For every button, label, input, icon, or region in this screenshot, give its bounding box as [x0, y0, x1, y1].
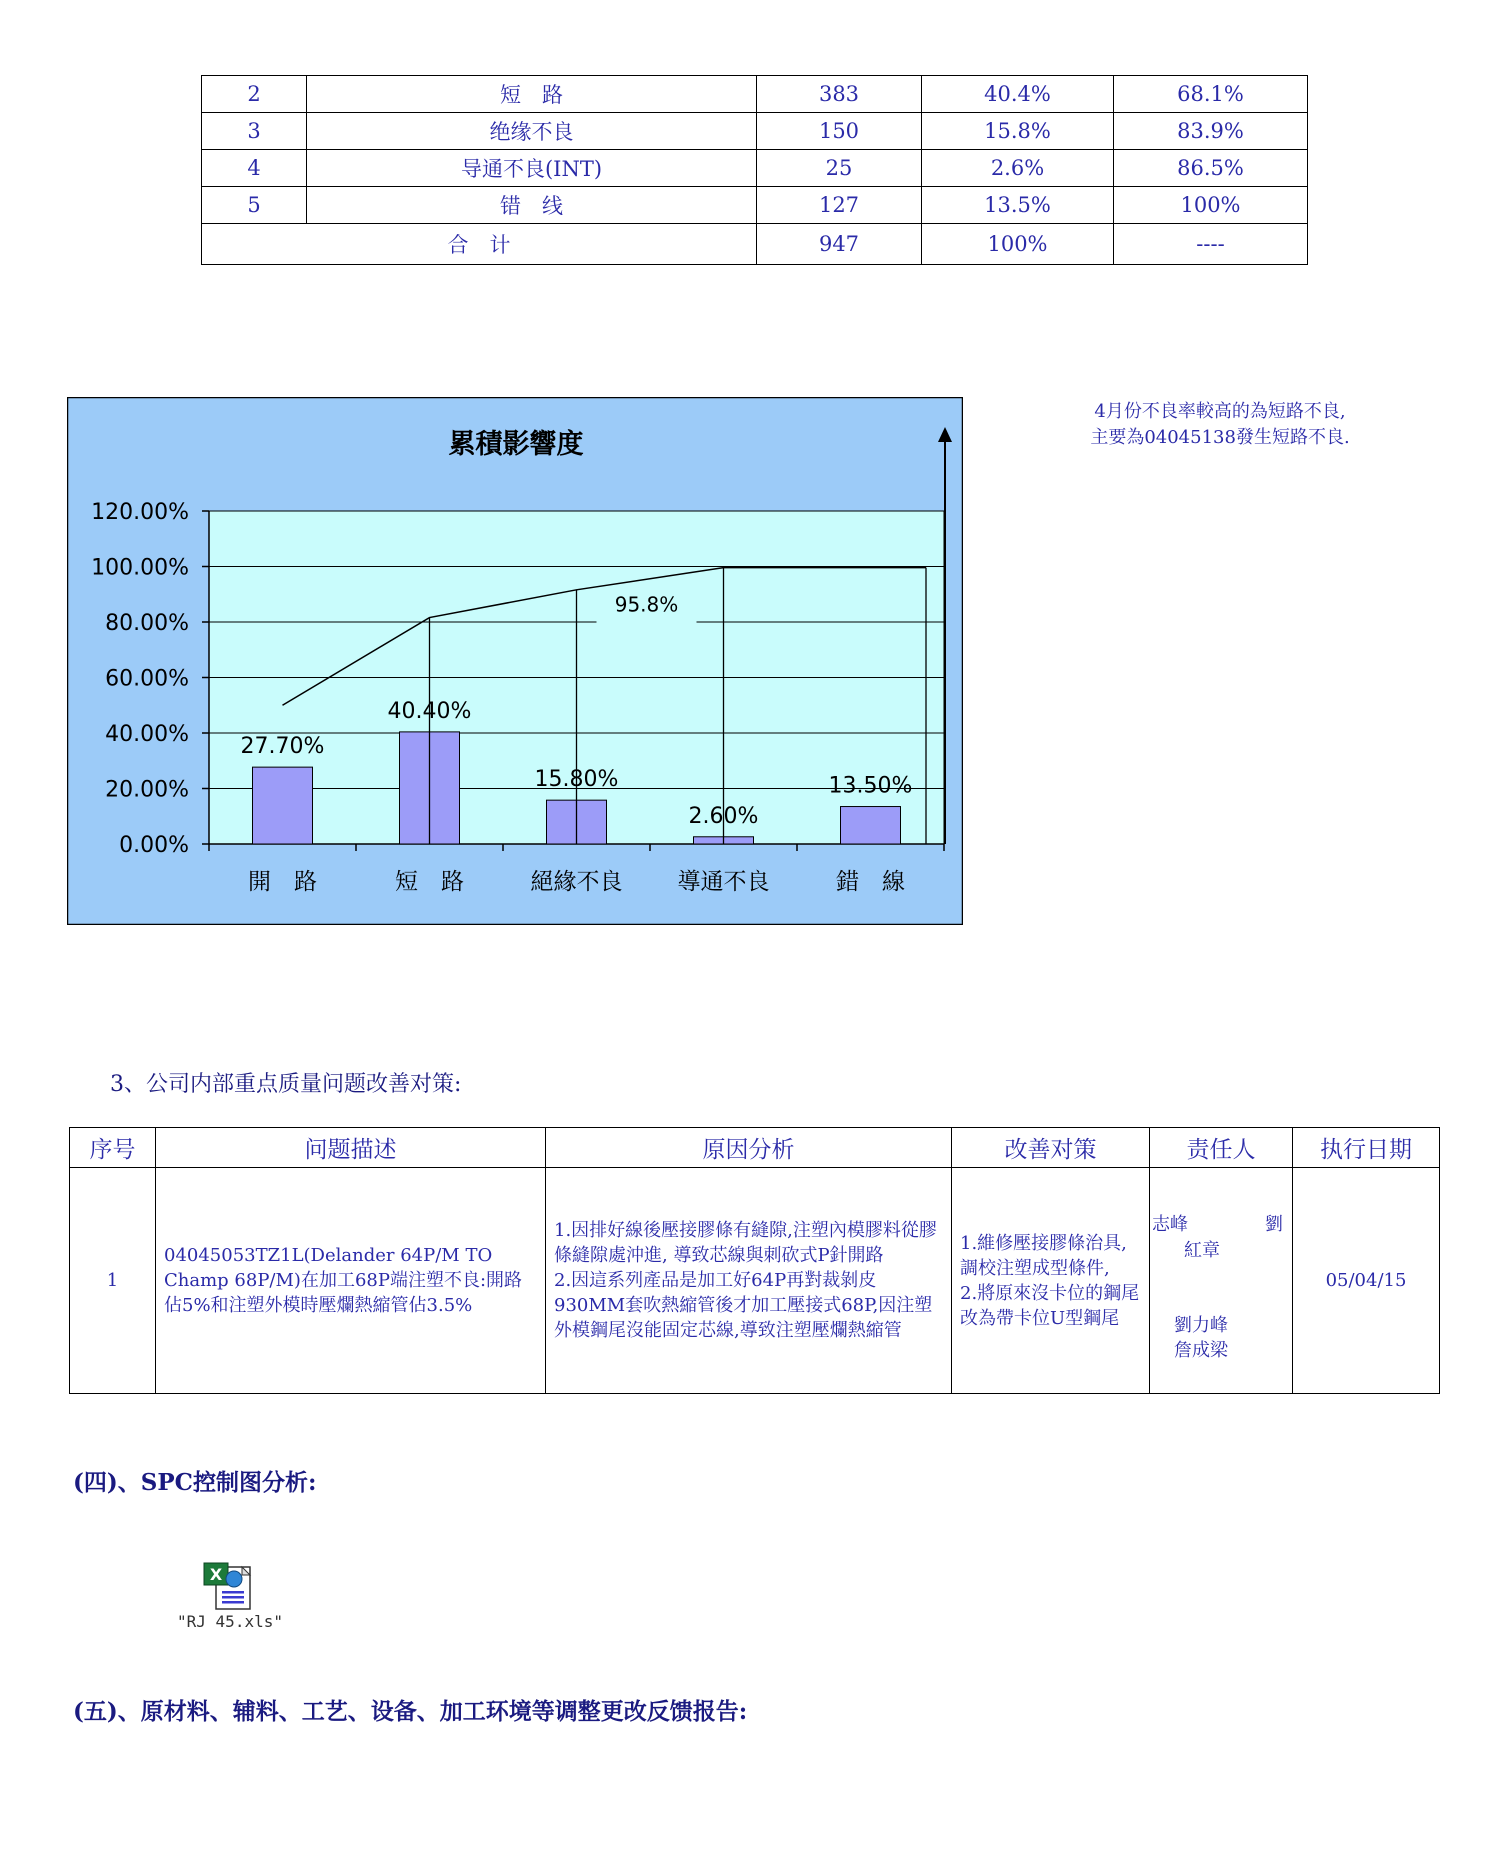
cell-item: 绝缘不良	[307, 113, 757, 150]
total-row	[202, 224, 1308, 265]
row-measure: 1.維修壓接膠條治具,調校注塑成型條件, 2.將原來沒卡位的鋼尾改為帶卡位U型鋼尾	[952, 1168, 1150, 1394]
cumulative-label: 95.8%	[614, 592, 679, 617]
bar	[841, 807, 901, 844]
cell-no: 5	[202, 187, 307, 224]
owner-1: 志峰	[1152, 1214, 1188, 1235]
owner-3: 紅章	[1184, 1240, 1220, 1261]
cell-cum: 100%	[1114, 187, 1308, 224]
bar	[253, 767, 313, 844]
table-row	[202, 150, 1308, 187]
chart-title: 累積影響度	[448, 429, 584, 460]
improvement-table	[69, 1127, 1440, 1394]
header-date: 执行日期	[1293, 1128, 1440, 1168]
cell-cum: 86.5%	[1114, 150, 1308, 187]
y-tick-label: 80.00%	[105, 611, 189, 636]
cell-no: 4	[202, 150, 307, 187]
chart-note-line1: 4月份不良率較高的為短路不良,	[1094, 401, 1346, 422]
cumulative-impact-chart	[67, 397, 963, 925]
y-tick-label: 120.00%	[91, 500, 189, 525]
cell-pct: 40.4%	[922, 76, 1114, 113]
chart-note-line2: 主要為04045138發生短路不良.	[1090, 427, 1350, 448]
cell-count: 150	[757, 113, 922, 150]
cell-count: 127	[757, 187, 922, 224]
total-cum: ----	[1114, 224, 1308, 265]
cell-no: 3	[202, 113, 307, 150]
owner-5: 詹成梁	[1174, 1340, 1228, 1361]
defect-summary-table	[201, 75, 1308, 265]
section5-title: (五)、原材料、辅料、工艺、设备、加工环境等调整更改反馈报告:	[73, 1698, 748, 1725]
cell-pct: 2.6%	[922, 150, 1114, 187]
owner-2: 劉	[1265, 1214, 1283, 1235]
header-desc: 问题描述	[156, 1128, 546, 1168]
x-category-label: 短 路	[395, 869, 464, 895]
attachment-filename[interactable]: "RJ 45.xls"	[177, 1612, 283, 1631]
y-tick-label: 0.00%	[119, 833, 189, 858]
table-row	[202, 187, 1308, 224]
bar-data-label: 27.70%	[240, 734, 325, 760]
cell-cum: 68.1%	[1114, 76, 1308, 113]
cell-cum: 83.9%	[1114, 113, 1308, 150]
section3-title: 3、公司内部重点质量问题改善对策:	[110, 1072, 462, 1097]
section4-title: (四)、SPC控制图分析:	[73, 1469, 317, 1496]
y-tick-label: 40.00%	[105, 722, 189, 747]
x-category-label: 開 路	[248, 869, 317, 895]
total-pct: 100%	[922, 224, 1114, 265]
y-tick-label: 20.00%	[105, 777, 189, 803]
cell-item: 错 线	[307, 187, 757, 224]
bar-data-label: 13.50%	[828, 773, 913, 799]
row-desc: 04045053TZ1L(Delander 64P/M TO Champ 68P/M)在加工68P端注塑不良:開路佔5%和注塑外模時壓爛熱縮管佔3.5%	[156, 1168, 546, 1394]
x-category-label: 錯 線	[836, 869, 905, 895]
header-no: 序号	[70, 1128, 156, 1168]
defect-summary-body	[202, 76, 1308, 265]
header-owner: 责任人	[1150, 1128, 1293, 1168]
row-date: 05/04/15	[1293, 1168, 1440, 1394]
x-category-label: 絕緣不良	[530, 869, 623, 895]
cell-pct: 13.5%	[922, 187, 1114, 224]
cell-count: 25	[757, 150, 922, 187]
total-label: 合 计	[202, 224, 757, 265]
svg-text:X: X	[209, 1565, 223, 1584]
bar-data-label: 15.80%	[534, 767, 619, 793]
bar-data-label: 40.40%	[387, 698, 472, 724]
row-owner	[1150, 1168, 1293, 1394]
row-cause: 1.因排好線後壓接膠條有縫隙,注塑內模膠料從膠條縫隙處沖進, 導致芯線與刺砍式P針開路 2.因這系列產品是加工好64P再對裁剝皮930MM套吹熱縮管後才加工壓接式68P,因注塑外模鋼尾沒能固定芯線,導致注塑壓爛熱縮管	[546, 1168, 952, 1394]
header-measure: 改善对策	[952, 1128, 1150, 1168]
x-category-label: 導通不良	[677, 869, 770, 895]
improvement-header-row	[70, 1128, 1440, 1168]
owner-4: 劉力峰	[1174, 1315, 1228, 1336]
excel-file-icon[interactable]	[200, 1561, 256, 1611]
cell-no: 2	[202, 76, 307, 113]
cell-item: 短 路	[307, 76, 757, 113]
row-no: 1	[70, 1168, 156, 1394]
total-count: 947	[757, 224, 922, 265]
table-row	[202, 76, 1308, 113]
cell-pct: 15.8%	[922, 113, 1114, 150]
bar-data-label: 2.60%	[688, 803, 759, 829]
cell-count: 383	[757, 76, 922, 113]
y-tick-label: 100.00%	[91, 555, 189, 581]
chart-plot-area	[91, 500, 944, 895]
y-tick-label: 60.00%	[105, 666, 189, 692]
cell-item: 导通不良(INT)	[307, 150, 757, 187]
header-cause: 原因分析	[546, 1128, 952, 1168]
chart-note	[1040, 399, 1400, 451]
improvement-row	[70, 1168, 1440, 1394]
table-row	[202, 113, 1308, 150]
